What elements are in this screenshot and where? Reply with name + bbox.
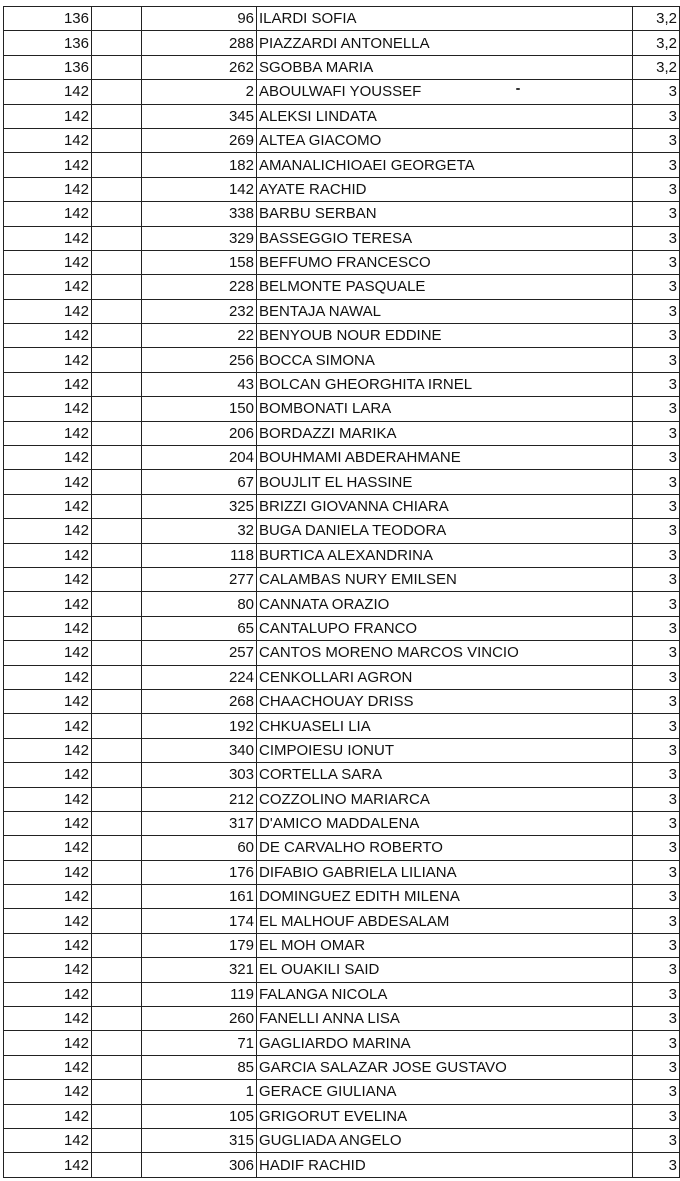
id-cell: 150	[142, 397, 257, 421]
blank-cell	[92, 933, 142, 957]
position-cell: 142	[4, 372, 92, 396]
blank-cell	[92, 982, 142, 1006]
id-cell: 315	[142, 1128, 257, 1152]
table-row	[4, 1055, 680, 1079]
blank-cell	[92, 592, 142, 616]
position-cell: 142	[4, 519, 92, 543]
score-cell: 3	[633, 226, 680, 250]
blank-cell	[92, 7, 142, 31]
id-cell: 96	[142, 7, 257, 31]
table-row	[4, 836, 680, 860]
blank-cell	[92, 689, 142, 713]
score-cell: 3	[633, 494, 680, 518]
score-cell: 3	[633, 860, 680, 884]
table-row	[4, 958, 680, 982]
position-cell: 142	[4, 250, 92, 274]
score-cell: 3	[633, 836, 680, 860]
score-cell: 3	[633, 738, 680, 762]
name-cell: BURTICA ALEXANDRINA	[257, 543, 633, 567]
score-cell: 3	[633, 689, 680, 713]
name-cell: CORTELLA SARA	[257, 763, 633, 787]
blank-cell	[92, 494, 142, 518]
blank-cell	[92, 616, 142, 640]
id-cell: 174	[142, 909, 257, 933]
score-cell: 3	[633, 665, 680, 689]
id-cell: 268	[142, 689, 257, 713]
score-cell: 3	[633, 348, 680, 372]
id-cell: 118	[142, 543, 257, 567]
id-cell: 32	[142, 519, 257, 543]
score-cell: 3,2	[633, 55, 680, 79]
id-cell: 182	[142, 153, 257, 177]
score-cell: 3	[633, 1007, 680, 1031]
position-cell: 142	[4, 202, 92, 226]
position-cell: 142	[4, 763, 92, 787]
blank-cell	[92, 860, 142, 884]
blank-cell	[92, 738, 142, 762]
score-cell: 3	[633, 202, 680, 226]
id-cell: 85	[142, 1055, 257, 1079]
ranking-sheet	[3, 6, 677, 1178]
position-cell: 142	[4, 1128, 92, 1152]
blank-cell	[92, 885, 142, 909]
name-cell: GRIGORUT EVELINA	[257, 1104, 633, 1128]
name-cell: AYATE RACHID	[257, 177, 633, 201]
position-cell: 142	[4, 933, 92, 957]
name-cell: BELMONTE PASQUALE	[257, 275, 633, 299]
table-row	[4, 104, 680, 128]
name-cell: BORDAZZI MARIKA	[257, 421, 633, 445]
table-row	[4, 275, 680, 299]
position-cell: 142	[4, 421, 92, 445]
name-cell: DE CARVALHO ROBERTO	[257, 836, 633, 860]
score-cell: 3	[633, 397, 680, 421]
score-cell: 3	[633, 958, 680, 982]
name-cell: BOMBONATI LARA	[257, 397, 633, 421]
name-cell: D'AMICO MADDALENA	[257, 811, 633, 835]
position-cell: 142	[4, 738, 92, 762]
position-cell: 142	[4, 836, 92, 860]
score-cell: 3	[633, 567, 680, 591]
id-cell: 1	[142, 1080, 257, 1104]
table-row	[4, 763, 680, 787]
name-cell: BEFFUMO FRANCESCO	[257, 250, 633, 274]
table-row	[4, 226, 680, 250]
score-cell: 3	[633, 885, 680, 909]
table-row	[4, 1128, 680, 1152]
table-row	[4, 397, 680, 421]
ranking-table	[3, 6, 680, 1178]
table-row	[4, 324, 680, 348]
name-cell: GAGLIARDO MARINA	[257, 1031, 633, 1055]
id-cell: 232	[142, 299, 257, 323]
id-cell: 204	[142, 446, 257, 470]
table-row	[4, 7, 680, 31]
position-cell: 142	[4, 567, 92, 591]
score-cell: 3	[633, 153, 680, 177]
score-cell: 3	[633, 446, 680, 470]
position-cell: 142	[4, 104, 92, 128]
id-cell: 22	[142, 324, 257, 348]
id-cell: 262	[142, 55, 257, 79]
score-cell: 3	[633, 714, 680, 738]
id-cell: 60	[142, 836, 257, 860]
score-cell: 3	[633, 299, 680, 323]
table-row	[4, 348, 680, 372]
name-cell: BOCCA SIMONA	[257, 348, 633, 372]
table-row	[4, 543, 680, 567]
id-cell: 269	[142, 128, 257, 152]
position-cell: 142	[4, 811, 92, 835]
blank-cell	[92, 836, 142, 860]
position-cell: 142	[4, 689, 92, 713]
blank-cell	[92, 104, 142, 128]
blank-cell	[92, 421, 142, 445]
blank-cell	[92, 641, 142, 665]
name-cell: CANTOS MORENO MARCOS VINCIO	[257, 641, 633, 665]
id-cell: 176	[142, 860, 257, 884]
score-cell: 3	[633, 787, 680, 811]
score-cell: 3	[633, 909, 680, 933]
name-cell: BARBU SERBAN	[257, 202, 633, 226]
position-cell: 136	[4, 7, 92, 31]
id-cell: 256	[142, 348, 257, 372]
table-row	[4, 1080, 680, 1104]
score-cell: 3	[633, 616, 680, 640]
score-cell: 3	[633, 1128, 680, 1152]
ranking-table-body	[4, 7, 680, 1178]
blank-cell	[92, 1007, 142, 1031]
score-cell: 3	[633, 811, 680, 835]
name-cell: HADIF RACHID	[257, 1153, 633, 1177]
id-cell: 179	[142, 933, 257, 957]
score-cell: 3	[633, 324, 680, 348]
name-cell: CANNATA ORAZIO	[257, 592, 633, 616]
name-cell: EL MOH OMAR	[257, 933, 633, 957]
table-row	[4, 519, 680, 543]
table-row	[4, 665, 680, 689]
name-cell: BOUHMAMI ABDERAHMANE	[257, 446, 633, 470]
blank-cell	[92, 1104, 142, 1128]
blank-cell	[92, 275, 142, 299]
table-row	[4, 55, 680, 79]
id-cell: 65	[142, 616, 257, 640]
table-row	[4, 714, 680, 738]
table-row	[4, 567, 680, 591]
position-cell: 142	[4, 128, 92, 152]
id-cell: 80	[142, 592, 257, 616]
position-cell: 142	[4, 885, 92, 909]
position-cell: 142	[4, 787, 92, 811]
name-cell: ALEKSI LINDATA	[257, 104, 633, 128]
blank-cell	[92, 55, 142, 79]
blank-cell	[92, 372, 142, 396]
score-cell: 3	[633, 1031, 680, 1055]
score-cell: 3	[633, 641, 680, 665]
score-cell: 3	[633, 128, 680, 152]
position-cell: 142	[4, 494, 92, 518]
blank-cell	[92, 1128, 142, 1152]
table-row	[4, 372, 680, 396]
id-cell: 212	[142, 787, 257, 811]
blank-cell	[92, 250, 142, 274]
name-cell: CALAMBAS NURY EMILSEN	[257, 567, 633, 591]
name-cell: BOUJLIT EL HASSINE	[257, 470, 633, 494]
position-cell: 142	[4, 470, 92, 494]
blank-cell	[92, 226, 142, 250]
blank-cell	[92, 177, 142, 201]
score-cell: 3	[633, 982, 680, 1006]
name-cell: BASSEGGIO TERESA	[257, 226, 633, 250]
blank-cell	[92, 324, 142, 348]
name-cell: BOLCAN GHEORGHITA IRNEL	[257, 372, 633, 396]
position-cell: 142	[4, 1080, 92, 1104]
name-cell: CENKOLLARI AGRON	[257, 665, 633, 689]
id-cell: 288	[142, 31, 257, 55]
name-cell: EL MALHOUF ABDESALAM	[257, 909, 633, 933]
blank-cell	[92, 1055, 142, 1079]
table-row	[4, 787, 680, 811]
table-row	[4, 909, 680, 933]
table-row	[4, 128, 680, 152]
score-cell: 3	[633, 1080, 680, 1104]
table-row	[4, 860, 680, 884]
table-row	[4, 1153, 680, 1177]
position-cell: 142	[4, 592, 92, 616]
table-row	[4, 933, 680, 957]
id-cell: 340	[142, 738, 257, 762]
id-cell: 260	[142, 1007, 257, 1031]
score-cell: 3	[633, 1153, 680, 1177]
position-cell: 142	[4, 80, 92, 104]
id-cell: 43	[142, 372, 257, 396]
name-cell: FALANGA NICOLA	[257, 982, 633, 1006]
score-cell: 3	[633, 250, 680, 274]
score-cell: 3	[633, 519, 680, 543]
blank-cell	[92, 909, 142, 933]
score-cell: 3	[633, 543, 680, 567]
table-row	[4, 811, 680, 835]
table-row	[4, 153, 680, 177]
name-cell: CHKUASELI LIA	[257, 714, 633, 738]
id-cell: 2	[142, 80, 257, 104]
id-cell: 67	[142, 470, 257, 494]
id-cell: 325	[142, 494, 257, 518]
blank-cell	[92, 202, 142, 226]
name-cell: DOMINGUEZ EDITH MILENA	[257, 885, 633, 909]
blank-cell	[92, 567, 142, 591]
id-cell: 71	[142, 1031, 257, 1055]
table-row	[4, 738, 680, 762]
position-cell: 142	[4, 909, 92, 933]
position-cell: 142	[4, 665, 92, 689]
blank-cell	[92, 1031, 142, 1055]
id-cell: 206	[142, 421, 257, 445]
blank-cell	[92, 470, 142, 494]
table-row	[4, 1007, 680, 1031]
blank-cell	[92, 763, 142, 787]
position-cell: 142	[4, 1104, 92, 1128]
name-cell: BUGA DANIELA TEODORA	[257, 519, 633, 543]
score-cell: 3	[633, 421, 680, 445]
id-cell: 161	[142, 885, 257, 909]
blank-cell	[92, 811, 142, 835]
score-cell: 3	[633, 1104, 680, 1128]
score-cell: 3	[633, 104, 680, 128]
blank-cell	[92, 31, 142, 55]
blank-cell	[92, 153, 142, 177]
table-row	[4, 202, 680, 226]
id-cell: 192	[142, 714, 257, 738]
blank-cell	[92, 787, 142, 811]
name-cell: EL OUAKILI SAID	[257, 958, 633, 982]
table-row	[4, 177, 680, 201]
name-cell: ALTEA GIACOMO	[257, 128, 633, 152]
name-cell: BENTAJA NAWAL	[257, 299, 633, 323]
id-cell: 345	[142, 104, 257, 128]
table-row	[4, 299, 680, 323]
score-cell: 3	[633, 80, 680, 104]
table-row	[4, 250, 680, 274]
position-cell: 142	[4, 982, 92, 1006]
score-cell: 3	[633, 592, 680, 616]
table-row	[4, 885, 680, 909]
table-row	[4, 80, 680, 104]
blank-cell	[92, 397, 142, 421]
table-row	[4, 421, 680, 445]
table-row	[4, 470, 680, 494]
position-cell: 142	[4, 860, 92, 884]
blank-cell	[92, 665, 142, 689]
name-cell: SGOBBA MARIA	[257, 55, 633, 79]
score-cell: 3	[633, 933, 680, 957]
name-cell: CHAACHOUAY DRISS	[257, 689, 633, 713]
position-cell: 142	[4, 1031, 92, 1055]
name-cell: GARCIA SALAZAR JOSE GUSTAVO	[257, 1055, 633, 1079]
position-cell: 142	[4, 1153, 92, 1177]
scan-speck	[516, 88, 520, 90]
id-cell: 306	[142, 1153, 257, 1177]
name-cell: DIFABIO GABRIELA LILIANA	[257, 860, 633, 884]
blank-cell	[92, 446, 142, 470]
blank-cell	[92, 519, 142, 543]
blank-cell	[92, 80, 142, 104]
table-row	[4, 446, 680, 470]
score-cell: 3	[633, 763, 680, 787]
blank-cell	[92, 1080, 142, 1104]
score-cell: 3	[633, 177, 680, 201]
position-cell: 142	[4, 958, 92, 982]
name-cell: PIAZZARDI ANTONELLA	[257, 31, 633, 55]
position-cell: 142	[4, 641, 92, 665]
blank-cell	[92, 348, 142, 372]
name-cell: AMANALICHIOAEI GEORGETA	[257, 153, 633, 177]
table-row	[4, 31, 680, 55]
id-cell: 228	[142, 275, 257, 299]
position-cell: 142	[4, 153, 92, 177]
score-cell: 3	[633, 1055, 680, 1079]
position-cell: 142	[4, 397, 92, 421]
name-cell: BRIZZI GIOVANNA CHIARA	[257, 494, 633, 518]
position-cell: 142	[4, 616, 92, 640]
id-cell: 158	[142, 250, 257, 274]
blank-cell	[92, 128, 142, 152]
id-cell: 277	[142, 567, 257, 591]
table-row	[4, 494, 680, 518]
blank-cell	[92, 1153, 142, 1177]
position-cell: 142	[4, 299, 92, 323]
name-cell: GERACE GIULIANA	[257, 1080, 633, 1104]
position-cell: 142	[4, 226, 92, 250]
table-row	[4, 616, 680, 640]
id-cell: 142	[142, 177, 257, 201]
score-cell: 3	[633, 275, 680, 299]
name-cell: BENYOUB NOUR EDDINE	[257, 324, 633, 348]
id-cell: 105	[142, 1104, 257, 1128]
name-cell: CANTALUPO FRANCO	[257, 616, 633, 640]
position-cell: 142	[4, 446, 92, 470]
id-cell: 303	[142, 763, 257, 787]
name-cell: CIMPOIESU IONUT	[257, 738, 633, 762]
position-cell: 142	[4, 1055, 92, 1079]
score-cell: 3,2	[633, 7, 680, 31]
score-cell: 3,2	[633, 31, 680, 55]
blank-cell	[92, 543, 142, 567]
id-cell: 257	[142, 641, 257, 665]
position-cell: 142	[4, 714, 92, 738]
name-cell: COZZOLINO MARIARCA	[257, 787, 633, 811]
name-cell: FANELLI ANNA LISA	[257, 1007, 633, 1031]
blank-cell	[92, 958, 142, 982]
blank-cell	[92, 299, 142, 323]
table-row	[4, 1031, 680, 1055]
id-cell: 321	[142, 958, 257, 982]
score-cell: 3	[633, 372, 680, 396]
position-cell: 142	[4, 177, 92, 201]
id-cell: 224	[142, 665, 257, 689]
table-row	[4, 641, 680, 665]
table-row	[4, 592, 680, 616]
name-cell: ILARDI SOFIA	[257, 7, 633, 31]
position-cell: 142	[4, 348, 92, 372]
id-cell: 329	[142, 226, 257, 250]
blank-cell	[92, 714, 142, 738]
id-cell: 317	[142, 811, 257, 835]
position-cell: 142	[4, 324, 92, 348]
position-cell: 136	[4, 31, 92, 55]
name-cell: ABOULWAFI YOUSSEF	[257, 80, 633, 104]
table-row	[4, 689, 680, 713]
position-cell: 142	[4, 1007, 92, 1031]
position-cell: 136	[4, 55, 92, 79]
position-cell: 142	[4, 543, 92, 567]
table-row	[4, 982, 680, 1006]
position-cell: 142	[4, 275, 92, 299]
score-cell: 3	[633, 470, 680, 494]
id-cell: 338	[142, 202, 257, 226]
name-cell: GUGLIADA ANGELO	[257, 1128, 633, 1152]
table-row	[4, 1104, 680, 1128]
id-cell: 119	[142, 982, 257, 1006]
